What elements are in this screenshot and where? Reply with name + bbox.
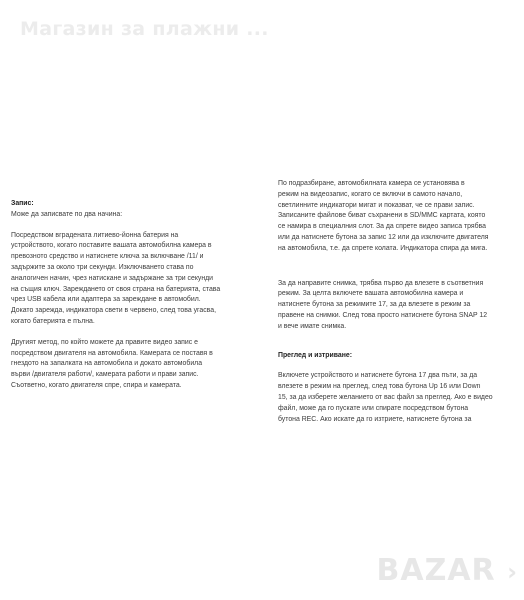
text-line: гнездото на запалката на автомобила и докато автомобила [11,360,203,368]
text-line: на автомобила, т.е. да спрете колата. Индикатора спира да мига. [278,244,488,252]
text-line: натиснете бутона за режимите 17, за да влезете в режим за [278,301,471,309]
text-line: превозното средство и натиснете ключа за включване /11/ и [11,253,204,261]
text-line: режим на видеозапис, когато се включи в самото начало, [278,190,463,198]
text-line: влезете в режим на преглед, след това бутона Up 16 или Down [278,383,481,391]
photo-paragraph [278,279,518,333]
text-line: и вече имате снимка. [278,322,347,330]
text-line: или да натиснете бутона за запис 12 или да изключите двигателя [278,233,489,241]
text-line: чрез USB кабела или адаптера за зареждане в автомобил. [11,296,201,304]
review-delete-heading: Преглед и изтриване: [278,351,352,359]
text-line: на същия ключ. Зареждането от своя страна на батерията, става [11,285,221,293]
text-line: Съответно, когато двигателя спре, спира и камерата. [11,381,182,389]
text-line: За да направите снимка, трябва първо да влезете в съответния [278,279,484,287]
bazar-logo-text: BAZAR [376,553,496,588]
text-line: бутона REC. Ако искате да го изтриете, натиснете бутона за [278,415,472,423]
text-line: Докато зарежда, индикатора свети в червено, след това угасва, [11,307,216,315]
text-line: устройството, когато поставите вашата автомобилна камера в [11,242,212,250]
left-text-column [11,199,269,392]
store-watermark-title: Магазин за плажни ... [20,18,269,40]
chevron-right-icon: › [507,558,518,586]
recording-heading: Запис: [11,200,34,207]
text-line: Включете устройството и натиснете бутона 17 два пъти, за да [278,372,478,380]
text-line: 15, за да изберете желанието от вас файл за преглед. Ако е видео [278,393,493,401]
right-text-column [278,179,518,425]
engine-paragraph [11,338,269,392]
text-line: Посредством вградената литиево-йонна батерия на [11,231,179,239]
default-mode-paragraph [278,179,518,255]
text-line: светлинните индикатори мигат и показват, че се прави запис. [278,201,475,209]
text-line: върви /двигателя работи/, камерата работи и прави запис. [11,371,199,379]
text-line: посредством двигателя на автомобила. Камерата се поставя в [11,349,213,357]
text-line: правене на снимки. След това просто натиснете бутона SNAP 12 [278,311,488,319]
text-line: режим. За целта включете вашата автомобилна камера и [278,290,464,298]
text-line: файл, може да го пускате или спирате посредством бутона [278,404,469,412]
text-line: се намира в специалния слот. За да спрете видео записа трябва [278,223,486,231]
bazar-logo [377,553,519,588]
text-line: Записаните файлове биват съхранени в SD/MMC картата, която [278,212,486,220]
text-line: Другият метод, по който можете да правите видео запис е [11,338,198,346]
text-line: когато батерията е пълна. [11,317,95,325]
text-line: аналогичен начин, чрез натискане и задържане за три секунди [11,274,214,282]
text-line: задържите за около три секунди. Изключването става по [11,263,194,271]
recording-intro: Може да записвате по два начина: [11,210,123,218]
battery-paragraph [11,231,269,328]
review-paragraph [278,371,518,425]
text-line: По подразбиране, автомобилната камера се установява в [278,180,465,187]
